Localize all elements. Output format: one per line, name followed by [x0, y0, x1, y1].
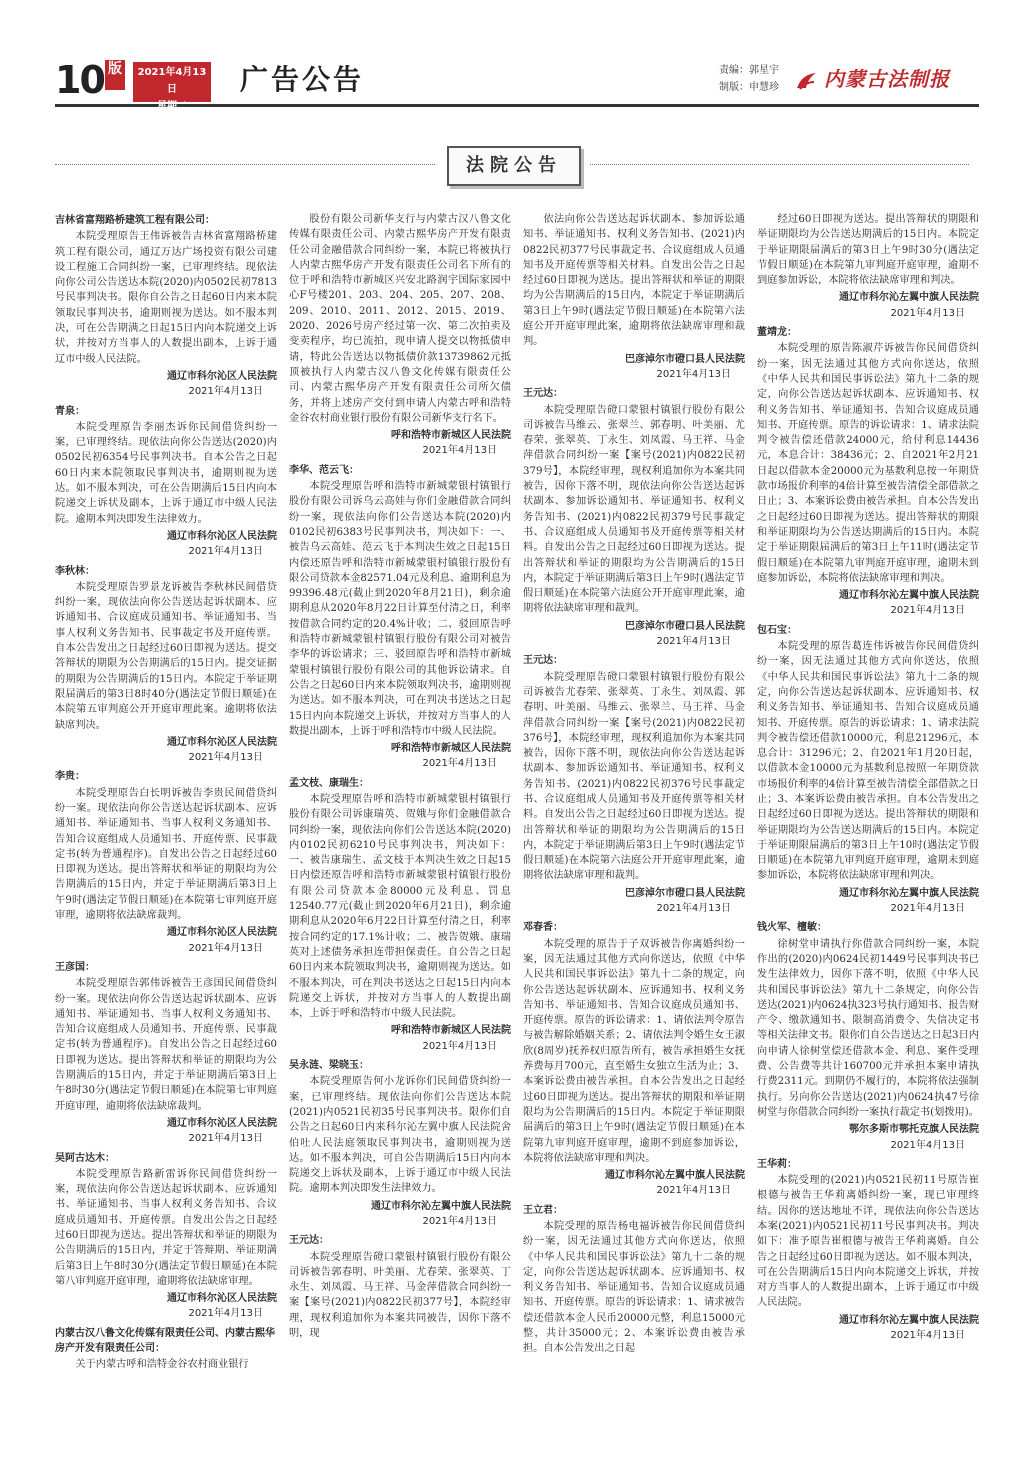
notice-item — [523, 386, 745, 649]
notice-addressee: 包石宝： — [757, 624, 797, 636]
notice-item — [523, 920, 745, 1198]
notice-date: 2021年4月13日 — [656, 368, 731, 380]
notice-date: 2021年4月13日 — [422, 445, 497, 457]
notice-addressee: 王立君： — [523, 1204, 563, 1216]
notice-addressee: 吴阿古达木： — [55, 1152, 115, 1164]
notice-body: 本院受理原告罗景龙诉被告李秋林民间借贷纠纷一案，现依法向你公告送达起诉状副本、应诉通知书、合议庭成员通知书、举证通知书、当事人权利义务告知书、民事裁定书及开庭传票。自本公告发出之日起经过60日即视为送达。提交答辩状的期限为公告期满后的15日内。提交证据的期限为公告期满后的15日内。本院定于举证期限届满后的第3日8时40分(遇法定节假日顺延)在本院第五审判庭公开开庭审理此案。逾期将依法缺席判决。 — [55, 581, 277, 731]
notice-item — [289, 1058, 511, 1229]
notice-item — [55, 960, 277, 1147]
page-suffix: 版 — [105, 60, 125, 90]
notice-date: 2021年4月13日 — [890, 605, 965, 617]
notice-court: 呼和浩特市新城区人民法院 — [391, 430, 511, 442]
notice-addressee: 董靖龙： — [757, 327, 797, 339]
banner-rule-left — [55, 164, 435, 165]
notice-addressee: 内蒙古汉八鲁文化传媒有限责任公司、内蒙古熙华房产开发有限责任公司： — [55, 1327, 275, 1355]
notice-court: 通辽市科尔沁左翼中旗人民法院 — [839, 1314, 979, 1326]
notice-addressee: 孟文枝、康瑞生： — [289, 777, 369, 789]
notice-addressee: 王元达： — [289, 1235, 329, 1247]
banner-rule-right — [590, 164, 969, 165]
notice-addressee: 吉林省富翔路桥建筑工程有限公司： — [55, 215, 215, 226]
masthead — [794, 62, 979, 100]
court-notice-banner: 法院公告 — [447, 146, 581, 186]
notice-date: 2021年4月13日 — [188, 942, 263, 954]
masthead-title: 内蒙古法制报 — [824, 67, 950, 91]
notice-date: 2021年4月13日 — [188, 386, 263, 398]
notice-item — [757, 212, 979, 321]
notice-court: 通辽市科尔沁区人民法院 — [167, 1293, 277, 1305]
notice-date: 2021年4月13日 — [890, 307, 965, 319]
notice-court: 呼和浩特市新城区人民法院 — [391, 1025, 511, 1037]
page-number-text: 10 — [55, 58, 104, 102]
notice-addressee: 王元达： — [523, 388, 563, 400]
notice-date: 2021年4月13日 — [422, 758, 497, 770]
notice-addressee: 邓春香： — [523, 922, 563, 934]
notice-court: 巴彦淖尔市磴口县人民法院 — [625, 620, 745, 632]
notice-addressee: 王华莉： — [757, 1158, 797, 1170]
newspaper-logo-icon — [794, 70, 820, 92]
notice-court: 通辽市科尔沁左翼中旗人民法院 — [839, 292, 979, 304]
notice-date: 2021年4月13日 — [188, 1133, 263, 1145]
notice-addressee: 李秋林： — [55, 565, 95, 577]
notice-body: 依法向你公告送达起诉状副本、参加诉讼通知书、举证通知书、权利义务告知书、(2021)内0822民初377号民事裁定书、合议庭组成人员通知书及开庭传票等相关材料。自发出公告之日起经过60日即视为送达。提出答辩状和举证的期限均为公告期满后的15日内，本院定于举证期满后第3日上午9时(遇法定节假日顺延)在本院第六法庭公开开庭审理此案，逾期将依法缺席审理和裁判。 — [523, 214, 745, 348]
notice-body: 本院受理的原告陈淑芹诉被告你民间借贷纠纷一案，因无法通过其他方式向你送达，依照《中华人民共和国民事诉讼法》第九十二条的规定，向你公告送达起诉状副本、应诉通知书、权利义务告知书、举证通知书、告知合议庭成员通知书、开庭传票。原告的诉讼请求：1、请求法院判令被告偿还借款24000元，给付利息14436元，本息合计：38436元；2、自2021年2月21日起以借款本金20000元为基数利息按一年期贷款市场报价利率的4倍计算至被告清偿全部借款之日止；3、本案诉讼费由被告承担。自本公告发出之日起经过60日即视为送达。提出答辩状的期限和举证期限均为公告送达期满后的15日内。本院定于举证期限届满后的第3日上午11时(遇法定节假日顺延)在本院第九审判庭开庭审理，逾期未到庭参加诉讼，本院将依法缺席审理和判决。 — [757, 343, 979, 584]
notice-item — [289, 1233, 511, 1341]
notice-item — [757, 920, 979, 1152]
date-box — [133, 62, 211, 112]
notice-court: 通辽市科尔沁左翼中旗人民法院 — [371, 1200, 511, 1212]
notice-item — [523, 1203, 745, 1357]
notice-item — [55, 564, 277, 766]
editor-line: 责编：郭星宇 — [719, 65, 779, 76]
notice-body: 关于内蒙古呼和浩特金谷农村商业银行 — [75, 1359, 249, 1371]
notice-body: 本院受理原告磴口蒙银村镇银行股份有限公司诉被告马维云、张翠兰、郭春明、叶美丽、尤春荣、张翠英、丁永生、刘凤霞、马王祥、马金萍借款合同纠纷一案【案号(2021)内0822民初379号】，本院经审理，现权利追加你为本案共同被告，因你下落不明，现依法向你公告送达起诉状副本、参加诉讼通知书、举证通知书、权利义务告知书、(2021)内0822民初379号民事裁定书、合议庭组成人员通知书及开庭传票等相关材料。自发出公告之日起经过60日即视为送达。提出答辩状和举证的期限均为公告期满后的15日内，本院定于举证期满后第3日上午9时(遇法定节假日顺延)在本院第六法庭公开开庭审理此案，逾期将依法缺席审理和裁判。 — [523, 404, 745, 615]
notice-court: 通辽市科尔沁区人民法院 — [167, 370, 277, 382]
notice-item — [289, 212, 511, 459]
notice-date: 2021年4月13日 — [188, 1308, 263, 1320]
notice-body: 经过60日即视为送达。提出答辩状的期限和举证期限均为公告送达期满后的15日内。本院定于举证期限届满后的第3日上午9时30分(遇法定节假日顺延)在本院第九审判庭开庭审理，逾期不到庭参加诉讼，本院将依法缺席审理和判决。 — [757, 214, 979, 287]
notice-date: 2021年4月13日 — [890, 1330, 965, 1342]
section-title: 广告公告 — [240, 63, 365, 96]
issue-date: 2021年4月13日 — [137, 67, 207, 95]
notice-body: 本院受理的原告葛连伟诉被告你民间借贷纠纷一案，因无法通过其他方式向你送达，依照《中华人民共和国民事诉讼法》第九十二条的规定，向你公告送达起诉状副本、应诉通知书、权利义务告知书、举证通知书、告知合议庭成员通知书、开庭传票。原告的诉讼请求：1、请求法院判令被告偿还借款10000元，利息21296元，本息合计：31296元；2、自2021年1月20日起，以借款本金10000元为基数利息按照一年期贷款市场报价利率的4倍计算至被告清偿全部借款之日止；3、本案诉讼费由被告承担。自本公告发出之日起经过60日即视为送达。提出答辩状的期限和举证期限均为公告送达期满后的15日内。本院定于举证期限届满后的第3日上午10时(遇法定节假日顺延)在本院第九审判庭开庭审理，逾期未到庭参加诉讼，本院将依法缺席审理和判决。 — [757, 641, 979, 882]
notice-date: 2021年4月13日 — [656, 1185, 731, 1197]
notice-item — [523, 653, 745, 916]
notice-item — [55, 404, 277, 560]
notice-date: 2021年4月13日 — [656, 903, 731, 915]
notice-item — [523, 212, 745, 382]
notice-item — [55, 213, 277, 400]
notice-body: 本院受理原告磴口蒙银村镇银行股份有限公司诉被告郭春明、叶美丽、尤春荣、张翠英、丁永生、刘凤霞、马王祥、马金萍借款合同纠纷一案【案号(2021)内0822民初377号】，本院经审理，现权利追加你为本案共同被告，因你下落不明，现 — [289, 1251, 511, 1340]
notice-body: 徐树堂申请执行你借款合同纠纷一案，本院作出的(2020)内0624民初1449号民事判决书已发生法律效力，因你下落不明，依照《中华人民共和国民事诉讼法》第九十二条规定，向你公告送达(2021)内0624执323号执行通知书、报告财产令、缴款通知书、限制高消费令、失信决定书等相关法律文书。限你们自公告送达之日起3日内向申请人徐树堂偿还借款本金、利息、案件受理费、公告费等共计160700元并承担本案申请执行费2311元。到期仍不履行的，本院将依法强制执行。另向你公告送达(2021)内0624执47号徐树堂与你借款合同纠纷一案执行裁定书(划拨用)。 — [757, 938, 979, 1118]
notice-court: 巴彦淖尔市磴口县人民法院 — [625, 353, 745, 365]
notice-court: 通辽市科尔沁区人民法院 — [167, 927, 277, 939]
page-number — [55, 58, 125, 102]
notice-court: 通辽市科尔沁左翼中旗人民法院 — [839, 590, 979, 602]
layout-line: 制版：申慧珍 — [719, 82, 779, 93]
notice-court: 通辽市科尔沁区人民法院 — [167, 530, 277, 542]
notice-body: 本院受理的(2021)内0521民初11号原告崔根德与被告王华莉离婚纠纷一案，现已审理终结。因你的送达地址不详，现依法向你公告送达本案(2021)内0521民初11号民事判决书。判决如下：准予原告崔根德与被告王华莉离婚。自公告之日起经过60日即视为送达。如不服本判决，可在公告期满后15日内向本院递交上诉状，并按对方当事人的人数提出副本，上诉于通辽市中级人民法院。 — [757, 1175, 979, 1309]
notice-item — [55, 769, 277, 956]
notice-addressee: 青泉： — [55, 405, 85, 417]
notice-column-1 — [55, 212, 277, 1375]
notice-court: 鄂尔多斯市鄂托克旗人民法院 — [849, 1124, 979, 1136]
notice-court: 巴彦淖尔市磴口县人民法院 — [625, 887, 745, 899]
notice-body: 本院受理原告路新雷诉你民间借贷纠纷一案，现依法向你公告送达起诉状副本、应诉通知书、举证通知书、当事人权利义务告知书、合议庭成员通知书、开庭传票。自发出公告之日起经过60日即视为送达。提出答辩状和举证的期限为公告期满后的15日内，并定于答辩期、举证期满后第3日上午8时30分(遇法定节假日顺延)在本院第八审判庭开庭审理，逾期将依法缺席审理。 — [55, 1168, 277, 1287]
notice-body: 本院受理的原告于子双诉被告你离婚纠纷一案，因无法通过其他方式向你送达，依照《中华人民共和国民事诉讼法》第九十二条的规定，向你公告送达起诉状副本、应诉通知书、权利义务告知书、举证通知书、告知合议庭成员通知书、开庭传票。原告的诉讼请求：1、请依法判令原告与被告解除婚姻关系；2、请依法判令婚生女王淑欣(8周岁)抚养权归原告所有，被告承担婚生女抚养费每月700元，直至婚生女独立生活为止；3、本案诉讼费由被告承担。自本公告发出之日起经过60日即视为送达。提出答辩状的期限和举证期限均为公告期满后的15日内。本院定于举证期限届满后的第3日上午9时(遇法定节假日顺延)在本院第九审判庭开庭审理，逾期不到庭参加诉讼，本院将依法缺席审理和判决。 — [523, 938, 745, 1164]
issue-weekday: 星期二 — [157, 101, 187, 112]
notice-date: 2021年4月13日 — [422, 1040, 497, 1052]
notice-date: 2021年4月13日 — [890, 1139, 965, 1151]
notice-body: 本院受理原告白长明诉被告李贵民间借贷纠纷一案。现依法向你公告送达起诉状副本、应诉通知书、举证通知书、当事人权利义务通知书、告知合议庭组成人员通知书、开庭传票、民事裁定书(转为普通程序)。自发出公告之日起经过60日即视为送达。提出答辩状和举证的期限均为公告期满后的15日内，并定于举证期满后第3日上午9时(遇法定节假日顺延)在本院第七审判庭开庭审理，逾期将依法缺席裁判。 — [55, 787, 277, 922]
notice-body: 本院受理原告呼和浩特市新城蒙银村镇银行股份有限公司诉乌云高娃与你们金融借款合同纠纷一案，现依法向你们公告送达本院(2020)内0102民初6383号民事判决书，判决如下：一、被告乌云高娃、范云飞于本判决生效之日起15日内偿还原告呼和浩特市新城蒙银村镇银行股份有限公司贷款本金82571.04元及利息、逾期利息为99396.48元(截止到2020年8月21日)，剩余逾期利息从2020年8月22日计算至付清之日，利率按借款合同约定的20.4%计收；二、驳回原告呼和浩特市新城蒙银村镇银行股份有限公司对被告李华的诉讼请求；三、驳回原告呼和浩特市新城蒙银村镇银行股份有限公司的其他诉讼请求。自公告之日起60日内来本院领取判决书，逾期则视为送达。如不服本判决，可在判决书送达之日起15日内向本院递交上诉状，并按对方当事人的人数提出副本，上诉于呼和浩特市中级人民法院。 — [289, 481, 511, 737]
notice-court: 呼和浩特市新城区人民法院 — [391, 743, 511, 755]
notice-item — [757, 623, 979, 917]
notice-addressee: 李贵： — [55, 771, 85, 783]
notice-column-3 — [523, 212, 745, 1359]
notice-body: 本院受理原告呼和浩特市新城蒙银村镇银行股份有限公司诉康瑞英、贺娥与你们金融借款合同纠纷一案，现依法向你们公告送达本院(2020)内0102民初6210号民事判决书，判决如下：一、被告康瑞生、孟文枝于本判决生效之日起15日内偿还原告呼和浩特市新城蒙银村镇银行股份有限公司贷款本金80000元及利息、罚息12540.77元(截止到2020年6月21日)，剩余逾期利息从2020年6月22日计算至付清之日，利率按合同约定的17.1%计收；二、被告贺娥、康瑞英对上述债务承担连带担保责任。自公告之日起60日内来本院领取判决书，逾期则视为送达。如不服本判决，可在判决书送达之日起15日内向本院递交上诉状，并按对方当事人的人数提出副本，上诉于呼和浩特市中级人民法院。 — [289, 793, 511, 1020]
notice-court: 通辽市科尔沁区人民法院 — [167, 1117, 277, 1129]
notice-date: 2021年4月13日 — [656, 636, 731, 648]
notice-item — [757, 1157, 979, 1344]
notice-date: 2021年4月13日 — [422, 1216, 497, 1227]
notice-item — [757, 325, 979, 619]
notice-addressee: 李华、范云飞： — [289, 464, 359, 476]
notice-addressee: 王彦国： — [55, 961, 95, 973]
notice-body: 本院受理原告王伟诉被告吉林省富翔路桥建筑工程有限公司，通辽万达广场投资有限公司建设工程施工合同纠纷一案，已审理终结。现依法向你公司公告送达本院(2020)内0502民初7813号民事判决书。限你自公告之日起60日内来本院领取民事判决书，逾期则视为送达。如不服本判决，可在公告期满之日起15日内向本院递交上诉状，并按对方当事人的人数提出副本，上诉于通辽市中级人民法院。 — [55, 231, 277, 365]
notice-item — [55, 1151, 277, 1322]
editor-credits — [719, 62, 779, 96]
notice-addressee: 吴永涟、梁晓玉： — [289, 1060, 369, 1072]
notice-court: 通辽市科尔沁区人民法院 — [167, 736, 277, 748]
notice-body: 本院受理的原告杨电福诉被告你民间借贷纠纷一案，因无法通过其他方式向你送达，依照《中华人民共和国民事诉讼法》第九十二条的规定，向你公告送达起诉状副本、应诉通知书、权利义务告知书、举证通知书、告知合议庭成员通知书、开庭传票。原告的诉讼请求：1、请求被告偿还借款本金人民币20000元整，利息15000元整，共计35000元；2、本案诉讼费由被告承担。自本公告发出之日起 — [523, 1221, 745, 1355]
notice-body: 本院受理原告何小龙诉你们民间借贷纠纷一案，已审理终结。现依法向你们公告送达本院(2021)内0521民初35号民事判决书。限你们自公告之日起60日内来科尔沁左翼中旗人民法院舍伯吐人民法庭领取民事判决书，逾期则视为送达。如不服本判决，可自公告期满后15日内向本院递交上诉状及副本，上诉于通辽市中级人民法院。逾期本判决即发生法律效力。 — [289, 1076, 511, 1195]
notice-body: 本院受理原告郭伟诉被告王彦国民间借贷纠纷一案。现依法向你公告送达起诉状副本、应诉通知书、举证通知书、当事人权利义务通知书、告知合议庭组成人员通知书、开庭传票、民事裁定书(转为普通程序)。自发出公告之日起经过60日即视为送达。提出答辩状和举证的期限均为公告期满后的15日内，并定于举证期满后第3日上午8时30分(遇法定节假日顺延)在本院第七审判庭开庭审理，逾期将依法缺席裁判。 — [55, 978, 277, 1112]
notice-column-4 — [757, 212, 979, 1347]
notice-court: 通辽市科尔沁左翼中旗人民法院 — [605, 1170, 745, 1182]
notice-date: 2021年4月13日 — [890, 903, 965, 915]
notice-addressee: 王元达： — [523, 655, 563, 667]
notice-addressee: 钱火军、檀敏： — [757, 922, 827, 934]
page-header — [55, 58, 979, 112]
notice-item — [289, 776, 511, 1054]
notice-body: 股份有限公司新华支行与内蒙古汉八鲁文化传媒有限责任公司、内蒙古熙华房产开发有限责任公司金融借款合同纠纷一案，本院已将被执行人内蒙古熙华房产开发有限责任公司名下所有的位于呼和浩特市新城区兴安北路润宇国际家园中心F号楼201、203、204、205、207、208、209、2010、2011、2012、2015、2019、2020、2026号房产经过第一次、第二次拍卖及变卖程序，均已流拍，现申请人提交以物抵债申请，特此公告送达以物抵债价款13739862元抵顶被执行人内蒙古汉八鲁文化传媒有限责任公司、内蒙古熙华房产开发有限责任公司所欠债务，并将上述房产交付到申请人内蒙古呼和浩特金谷农村商业银行股份有限公司新华支行名下。 — [289, 214, 511, 424]
notice-date: 2021年4月13日 — [188, 546, 263, 558]
notice-item — [289, 463, 511, 772]
notice-body: 本院受理原告磴口蒙银村镇银行股份有限公司诉被告尤春荣、张翠英、丁永生、刘凤霞、郭春明、叶美丽、马维云、张翠兰、马王祥、马金萍借款合同纠纷一案【案号(2021)内0822民初376号】，本院经审理，现权利追加你为本案共同被告，因你下落不明，现依法向你公告送达起诉状副本、参加诉讼通知书、举证通知书、权利义务告知书、(2021)内0822民初376号民事裁定书、合议庭组成人员通知书及开庭传票等相关材料。自发出公告之日起经过60日即视为送达。提出答辩状和举证的期限均为公告期满后的15日内，本院定于举证期满后第3日上午9时(遇法定节假日顺延)在本院第六法庭公开开庭审理此案，逾期将依法缺席审理和裁判。 — [523, 671, 745, 882]
notice-item — [55, 1326, 277, 1373]
notice-date: 2021年4月13日 — [188, 752, 263, 764]
notice-body: 本院受理原告李丽杰诉你民间借贷纠纷一案，已审理终结。现依法向你公告送达(2020)内0502民初6354号民事判决书。自本公告之日起60日内来本院领取民事判决书，逾期则视为送达。如不服本判决，可在公告期满后15日内向本院递交上诉状及副本，上诉于通辽市中级人民法院。逾期本判决即发生法律效力。 — [55, 421, 277, 525]
notice-column-2 — [289, 212, 511, 1343]
notice-court: 通辽市科尔沁左翼中旗人民法院 — [839, 887, 979, 899]
